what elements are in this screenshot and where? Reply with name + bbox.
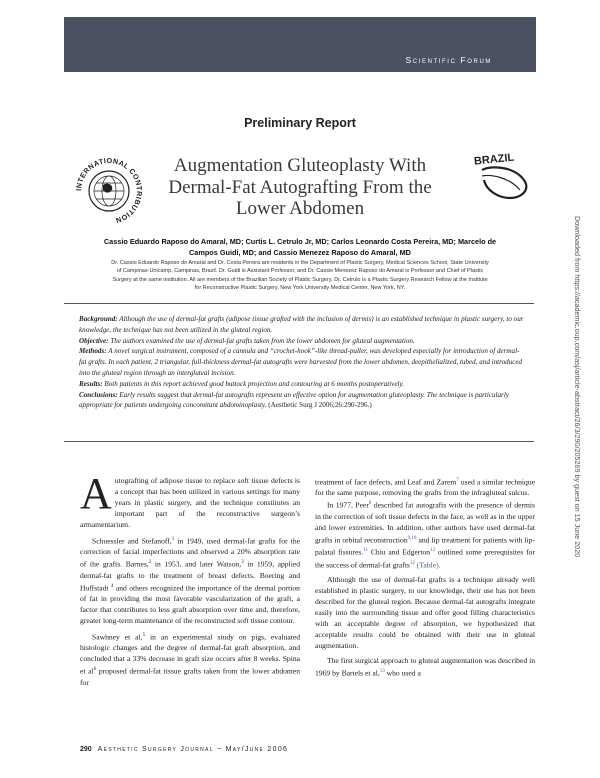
conclusions-label: Conclusions: — [79, 390, 118, 399]
abstract — [79, 314, 526, 411]
body-column-left — [80, 469, 300, 689]
affiliations — [70, 259, 530, 292]
abstract-results: Results: Both patients in this report achieved good buttock projection and contouring at 6 months postoperatively. — [79, 379, 404, 388]
download-note: Downloaded from https://academic.oup.com/asj/article-abstract/26/3/290/205269 by guest on 15 June 2020 — [573, 216, 582, 558]
abstract-background: Background: Although the use of dermal-fat grafts (adipose tissue grafted with the inclusion of dermis) is an established technique in plastic surgery, to our knowledge, the technique has not been utilized in the gluteal region. — [79, 315, 524, 334]
title-line: Augmentation Gluteoplasty With — [173, 155, 427, 176]
abstract-methods: Methods: A novel surgical instrument, composed of a cannula and “crochet-hook”-like thread-puller, was developed especially for introduction of dermal-fat grafts. In each patient, 2 triangular, full-thickness dermal-fat autografts were harvested from the lower abdomen, deepithelialized, tubed, and introduced into the gluteal region through an intergluteal incision. — [79, 347, 523, 377]
brazil-badge-icon — [470, 150, 534, 204]
affiliation-line: of Campinas-Unicamp, Campinas, Brazil. Dr. Guidi is Assistant Professor, and Dr. Cassio Menezez Raposo do Amaral is Professor and Chief of Plastic — [116, 268, 484, 275]
background-label: Background: — [79, 315, 118, 323]
article-title — [140, 155, 460, 220]
affiliation-line: for Reconstructive Plastic Surgery, New York University Medical Center, New York, NY. — [194, 284, 406, 291]
author-list — [70, 237, 530, 258]
title-line: Lower Abdomen — [235, 198, 365, 219]
table-link[interactable]: (Table). — [416, 560, 441, 570]
body-paragraph: Autografting of adipose tissue to replace soft tissue defects is a concept that has been utilized in various settings for many years in plastic surgery, and the technique constitutes an important part of the reconstructive surgeon’s armamentarium. — [80, 469, 300, 529]
methods-label: Methods: — [79, 347, 107, 356]
page-footer — [80, 746, 288, 753]
body-paragraph: The first surgical approach to gluteal augmentation was described in 1969 by Bartels et al,$^{13}$ who used a — [315, 655, 535, 678]
affiliation-line: Surgery at the same institution. All are members of the Brazilian Society of Plastic Surgery. Dr. Cetrulo is a Plastic Surgery Research Fellow at the Institute — [112, 276, 488, 283]
abstract-objective: Objective: The authors examined the use of dermal-fat grafts taken from the lower abdomen for gluteal augmentation. — [79, 336, 415, 345]
section-banner-label: Scientific Forum — [405, 55, 492, 65]
drop-cap: A — [80, 469, 112, 518]
preliminary-report-heading: Preliminary Report — [244, 116, 356, 130]
section-banner — [64, 17, 536, 72]
abstract-conclusions: Conclusions: Early results suggest that dermal-fat autografts represent an effective option for augmentation gluteoplasty. The technique is particularly appropriate for patients undergoing concomitant abdominoplasty. (Aesthetic Surg J 2006;26:290-296.) — [79, 390, 509, 410]
body-paragraph: Schuessler and Stefanoff,$^1$ in 1949, used dermal-fat grafts for the correction of facial imperfections and observed a 20% absorption rate of the grafts. Barnes,$^2$ in 1953, and later Watson,$^3$ in 1959, applied dermal-fat grafts to the treatment of breast defects. Boering and Huffstadt $^4$ and others recognized the importance of the dermal portion of fat in providing the most favorable vascularization of the graft, a factor that contributes to less graft absorption over time and, therefore, greater long-term maintenance of the reconstructed soft tissue contour. — [80, 536, 300, 626]
international-contribution-seal-icon — [70, 152, 148, 230]
author-line: Cassio Eduardo Raposo do Amaral, MD; Curtis L. Cetrulo Jr, MD; Carlos Leonardo Costa Pereira, MD; Marcelo de — [103, 237, 497, 246]
seal-text: INTERNATIONAL CONTRIBUTION — [73, 155, 145, 226]
abstract-bottom-rule — [64, 441, 534, 442]
body-paragraph: Sawhney et al,$^5$ in an experimental study on pigs, evaluated histologic changes and the degree of dermal-fat graft absorption, and concluded that a 33% decrease in graft size occurs after 8 weeks. Spina et $al^6$ proposed dermal-fat tissue grafts taken from the lower abdomen for — [80, 632, 300, 687]
citation: (Aesthetic Surg J 2006;26:290-296.) — [266, 401, 372, 410]
results-label: Results: — [79, 379, 103, 388]
abstract-top-rule — [64, 303, 534, 304]
page-number: 290 — [80, 746, 92, 753]
body-paragraph: In 1977, Peer$^8$ described fat autografts with the presence of dermis in the correction of soft tissue defects in the face, as well as in the upper and lower extremities. In addition, other authors have used dermal-fat grafts in orbital reconstruction$^{9,10}$ and lip treatment for patients with lip-palatal fissures.$^{11}$ Chiu and Edgerton$^{12}$ outlined some prerequisites for the success of dermal-fat grafts$^{12}$ (Table). — [315, 500, 535, 570]
affiliation-line: Dr. Cassio Eduardo Raposo do Amaral and Dr. Costa Pereira are residents in the Department of Plastic Surgery, Medical Sciences School, State University — [111, 260, 489, 266]
body-column-right — [315, 476, 535, 679]
author-line: Campos Guidi, MD; and Cassio Menezez Raposo do Amaral, MD — [189, 247, 411, 257]
body-paragraph: Although the use of dermal-fat grafts is a technique already well established in plastic surgery, to our knowledge, their use has not been described for the gluteal region. Because dermal-fat autografts integrate easily into the surrounding tissue and offer good filling characteristics with an acceptable degree of absorption, we hypothesized that acceptable results could be obtained with their use in gluteal augmentation. — [315, 575, 535, 650]
title-line: Dermal-Fat Autografting From the — [168, 176, 432, 198]
brazil-badge-text: BRAZIL — [473, 151, 515, 168]
journal-footer: Aesthetic Surgery Journal ~ May/June 2006 — [97, 746, 289, 753]
body-paragraph: treatment of face defects, and Leaf and Zarem$^7$ used a similar technique for the same purpose, removing the grafts from the infragluteal sulcus. — [315, 477, 535, 498]
objective-label: Objective: — [79, 336, 109, 345]
